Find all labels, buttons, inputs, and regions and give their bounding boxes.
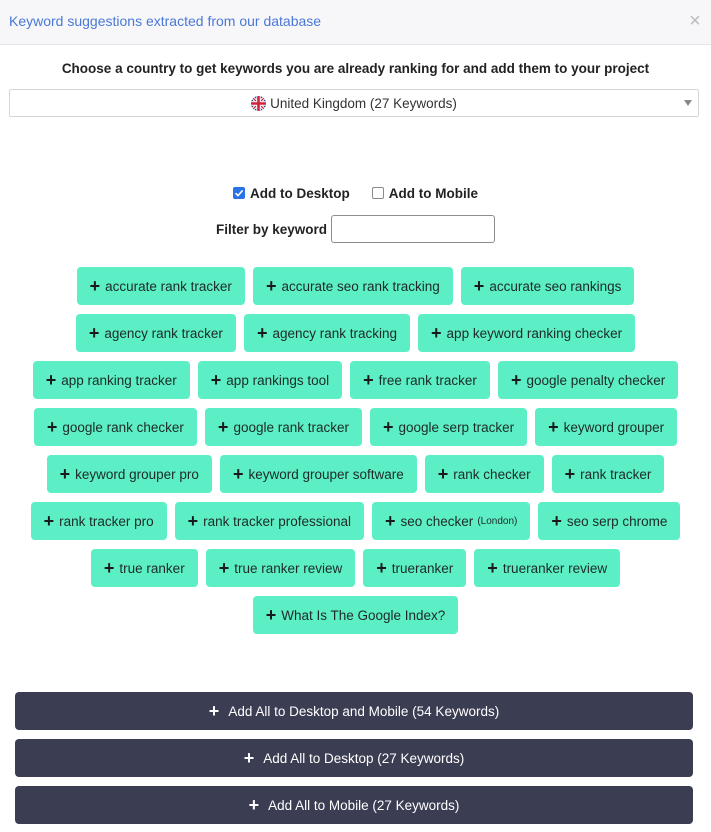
keyword-location: (London) xyxy=(477,515,518,527)
plus-icon: + xyxy=(88,323,100,343)
plus-icon: + xyxy=(218,558,230,578)
add-all-desktop-label: Add All to Desktop (27 Keywords) xyxy=(263,750,465,766)
add-all-both-label: Add All to Desktop and Mobile (54 Keywords) xyxy=(228,703,500,719)
keyword-chip[interactable] xyxy=(418,314,635,352)
plus-icon: + xyxy=(89,276,101,296)
plus-icon: + xyxy=(248,795,260,815)
keyword-chip[interactable] xyxy=(205,408,362,446)
keyword-text: true ranker review xyxy=(234,560,343,576)
plus-icon: + xyxy=(103,558,115,578)
keyword-text: free rank tracker xyxy=(378,372,477,388)
plus-icon: + xyxy=(437,464,449,484)
keyword-text: rank tracker xyxy=(580,466,652,482)
plus-icon: + xyxy=(45,370,57,390)
keyword-chip[interactable] xyxy=(220,455,417,493)
keyword-chip[interactable] xyxy=(244,314,410,352)
keyword-chip[interactable] xyxy=(253,267,453,305)
keyword-text: accurate rank tracker xyxy=(105,278,232,294)
plus-icon: + xyxy=(243,748,255,768)
keyword-text: keyword grouper xyxy=(563,419,665,435)
plus-icon: + xyxy=(473,276,485,296)
selected-country: United Kingdom (27 Keywords) xyxy=(270,95,457,111)
keyword-text: google penalty checker xyxy=(526,372,666,388)
keyword-chip[interactable] xyxy=(498,361,678,399)
keyword-text: google rank tracker xyxy=(233,419,349,435)
keyword-text: trueranker xyxy=(391,560,454,576)
keyword-text: accurate seo rankings xyxy=(489,278,622,294)
keyword-chip[interactable] xyxy=(175,502,364,540)
dialog-title: Keyword suggestions extracted from our database xyxy=(9,13,322,29)
keyword-text: keyword grouper software xyxy=(248,466,404,482)
plus-icon: + xyxy=(59,464,71,484)
plus-icon: + xyxy=(487,558,498,578)
desktop-label: Add to Desktop xyxy=(250,185,350,201)
keyword-chip[interactable] xyxy=(34,408,197,446)
close-icon[interactable]: × xyxy=(689,10,701,32)
keyword-chip[interactable] xyxy=(31,502,167,540)
keyword-text: agency rank tracker xyxy=(104,325,223,341)
keyword-chip[interactable] xyxy=(76,314,236,352)
keyword-chip[interactable] xyxy=(370,408,527,446)
device-options xyxy=(0,184,711,202)
keyword-chip[interactable] xyxy=(206,549,356,587)
plus-icon: + xyxy=(564,464,576,484)
keyword-text: rank tracker professional xyxy=(203,513,351,529)
keyword-chip[interactable] xyxy=(552,455,665,493)
plus-icon: + xyxy=(265,605,277,625)
add-to-mobile-option[interactable] xyxy=(372,186,478,201)
keyword-chip[interactable] xyxy=(77,267,245,305)
dialog-header xyxy=(0,0,711,45)
keyword-text: seo serp chrome xyxy=(566,513,668,529)
keyword-text: app rankings tool xyxy=(226,372,330,388)
keyword-text: rank tracker pro xyxy=(59,513,154,529)
uk-flag-icon xyxy=(251,96,266,111)
add-all-desktop-and-mobile-button[interactable] xyxy=(15,692,693,730)
keyword-text: true ranker xyxy=(119,560,185,576)
plus-icon: + xyxy=(383,417,394,437)
keyword-chip[interactable] xyxy=(372,502,530,540)
keyword-suggestions xyxy=(15,267,696,634)
plus-icon: + xyxy=(551,511,562,531)
plus-icon: + xyxy=(265,276,277,296)
plus-icon: + xyxy=(510,370,522,390)
keyword-chip[interactable] xyxy=(363,549,466,587)
filter-row xyxy=(0,215,711,243)
plus-icon: + xyxy=(548,417,559,437)
keyword-text: app ranking tracker xyxy=(61,372,177,388)
keyword-text: google serp tracker xyxy=(398,419,515,435)
plus-icon: + xyxy=(208,701,220,721)
plus-icon: + xyxy=(431,323,442,343)
plus-icon: + xyxy=(376,558,387,578)
plus-icon: + xyxy=(363,370,374,390)
plus-icon: + xyxy=(43,511,55,531)
keyword-text: google rank checker xyxy=(62,419,184,435)
filter-input[interactable] xyxy=(331,215,495,243)
filter-label: Filter by keyword xyxy=(215,221,328,237)
plus-icon: + xyxy=(232,464,244,484)
country-select[interactable] xyxy=(9,89,699,117)
mobile-checkbox[interactable] xyxy=(372,187,384,199)
plus-icon: + xyxy=(210,370,222,390)
keyword-chip[interactable] xyxy=(535,408,677,446)
mobile-label: Add to Mobile xyxy=(388,185,478,201)
keyword-chip[interactable] xyxy=(198,361,342,399)
keyword-text: seo checker xyxy=(400,513,474,529)
keyword-chip[interactable] xyxy=(253,596,459,634)
chevron-down-icon xyxy=(684,100,692,106)
add-all-mobile-label: Add All to Mobile (27 Keywords) xyxy=(268,797,460,813)
plus-icon: + xyxy=(256,323,268,343)
keyword-chip[interactable] xyxy=(538,502,680,540)
keyword-text: accurate seo rank tracking xyxy=(281,278,440,294)
keyword-chip[interactable] xyxy=(461,267,635,305)
plus-icon: + xyxy=(385,511,396,531)
add-all-desktop-button[interactable] xyxy=(15,739,693,777)
keyword-text: app keyword ranking checker xyxy=(446,325,623,341)
keyword-chip[interactable] xyxy=(474,549,620,587)
keyword-text: agency rank tracking xyxy=(272,325,398,341)
check-icon xyxy=(234,188,244,198)
keyword-text: What Is The Google Index? xyxy=(281,607,446,623)
add-all-mobile-button[interactable] xyxy=(15,786,693,824)
keyword-chip[interactable] xyxy=(47,455,212,493)
keyword-chip[interactable] xyxy=(350,361,490,399)
keyword-text: trueranker review xyxy=(502,560,608,576)
keyword-chip[interactable] xyxy=(425,455,544,493)
plus-icon: + xyxy=(46,417,58,437)
add-to-desktop-option[interactable] xyxy=(233,186,350,201)
plus-icon: + xyxy=(187,511,199,531)
keyword-chip[interactable] xyxy=(33,361,190,399)
keyword-chip[interactable] xyxy=(91,549,198,587)
plus-icon: + xyxy=(217,417,229,437)
keyword-text: rank checker xyxy=(453,466,531,482)
keyword-text: keyword grouper pro xyxy=(75,466,199,482)
desktop-checkbox[interactable] xyxy=(233,187,245,199)
instruction-text: Choose a country to get keywords you are already ranking for and add them to your project xyxy=(61,61,650,76)
